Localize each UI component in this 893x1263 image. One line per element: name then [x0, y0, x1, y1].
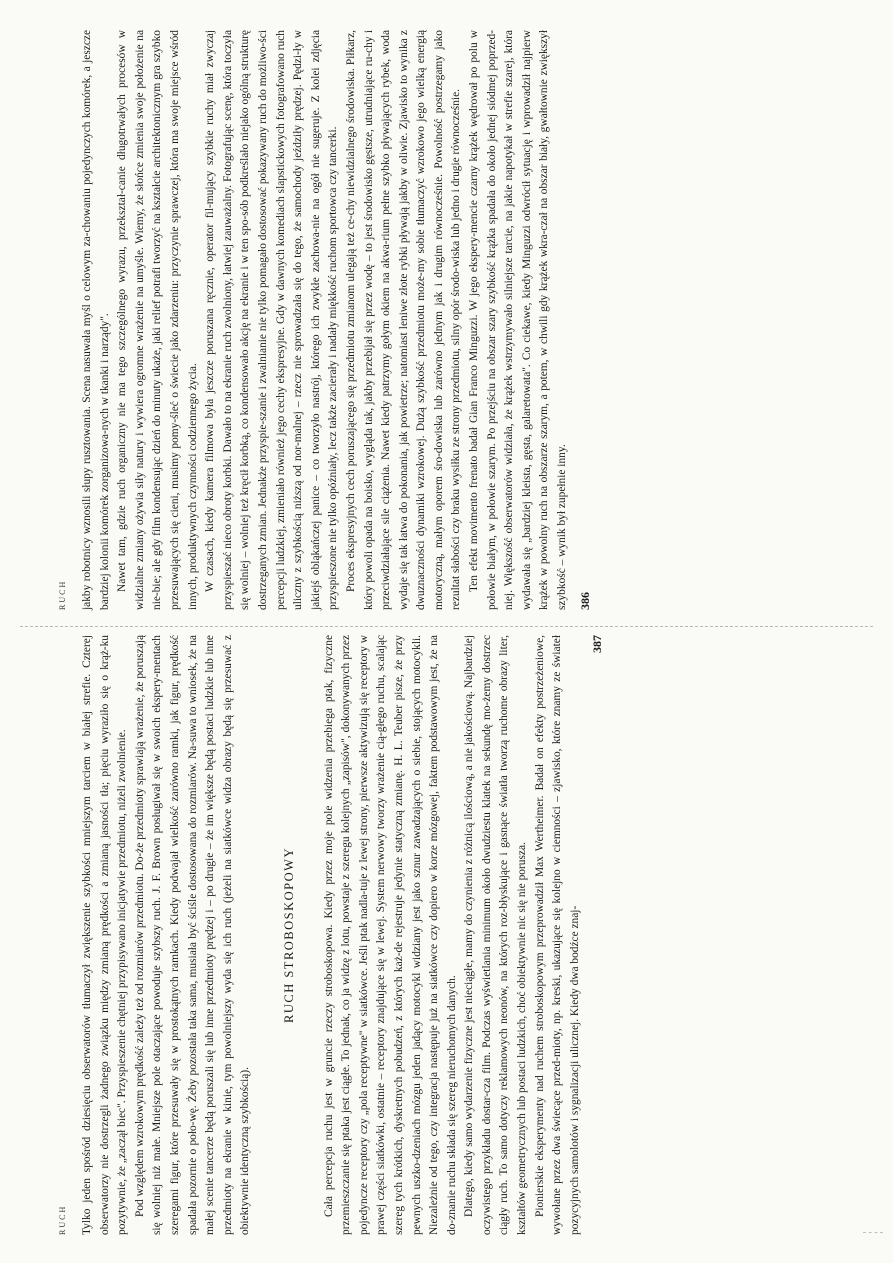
- paragraph: Cała percepcja ruchu jest w gruncie rzeczy stroboskopowa. Kiedy przez moje pole widzenia przebiega ptak, fizyczne przemieszczanie się ptaka jest ciągłe. To jednak, co ja widzę z lotu, powstaje z szeregu kolejnych „zapisów", dokonywanych przez pojedyncze receptory czy „pola receptywne" w siatkówce. Jeśli ptak nadla-tuje z lewej strony, pierwsze aktywizują się receptory w prawej części siatkówki, ostatnie – receptory znajdujące się w lewej. System nerwowy tworzy wrażenie cią-głego ruchu, scalając szereg tych krótkich, dyskretnych pobudzeń, z których każ-de rejestruje jedynie statyczną zmianę. H. L. Teuber pisze, że przy pewnych uszko-dzeniach mózgu jeden jadący motocykl widziany jest jako sznur zawadzających o siebie, stojących motocykli. Niezależnie od tego, czy integracja następuje już na siatkówce czy dopiero w korze mózgowej, faktem podstawowym jest, że na do-znanie ruchu składa się szereg nieruchomych danych.: [322, 635, 458, 1235]
- paragraph: Ten efekt movimento frenato badał Gian Franco Minguzzi. W jego ekspery-mencie czarny krążek wędrował po polu w połowie białym, w połowie szarym. Po przejściu na obszar szary szybkość krążka spadała do około jednej siódmej poprzed-niej. Większość obserwatorów widziała, że krążek wstrzymywało silniejsze tarcie, na jakie napotykał w strefie szarej, która wydawała się „bardziej kleista, gęsta, galaretowata". Co ciekawe, kiedy Minguzzi odwrócił sytuację i wprowadził najpierw krążek w powolny ruch na obszarze szarym, a potem, w chwili gdy krążek wkra-czał na obszar biały, gwałtownie zwiększył szybkość – wynik był zupełnie inny.: [468, 30, 569, 610]
- page-387-text: [79, 635, 584, 1235]
- page-387: [58, 635, 868, 1235]
- paragraph: Dlatego, kiedy samo wydarzenie fizyczne jest nieciągłe, mamy do czynienia z różnicą ilościową, a nie jakościową. Najbardziej oczywistego przykładu dostar-cza film. Podczas wyświetlania minimum około dwudziestu klatek na sekundę mo-żemy dostrzec ciągły ruch. To samo dotyczy reklamowych neonów, na których roz-błyskujące i gasnące światła tworzą ruchome obrazy liter, kształtów geometrycznych lub postaci ludzkich, choć obiektywnie nic się nie porusza.: [463, 635, 529, 1235]
- running-head-right: RUCH: [58, 1204, 67, 1235]
- page-387-header: [58, 635, 73, 1235]
- paragraph: Pod względem wzrokowym prędkość zależy też od rozmiarów przedmiotu. Do-że przedmioty sprawiają wrażenie, że poruszają się wolniej niż małe. Mniejsze pole otaczające powoduje szybszy ruch. J. F. Brown posługiwał się w swoich ekspery-mentach szeregami figur, które przesuwały się w prostokątnych ramkach. Kiedy podwajał wielkość zarówno ramki, jak figur, prędkość spadała pozornie o poło-wę. Żeby pozostała taka sama, musiała być ściśle dostosowana do rozmiarów. Na-suwa to wniosek, że na małej scenie tancerze będą poruszali się lub inne przedmioty prędzej i – po drugie – że im większe będą postaci ludzkie lub inne przedmioty na ekranie w kinie, tym powolniejszy wyda się ich ruch (jeżeli na siatkówce widza obrazy będą się przesuwać z obiektywnie identyczną szybkością).: [133, 635, 252, 1235]
- paragraph: jakby robotnicy wznosili słupy rusztowania. Scena nasuwała myśl o celowym za-chowaniu pojedynczych komórek, a jeszcze bardziej kolonii komórek zorganizowa-nych w tkanki i narządy".: [81, 30, 111, 610]
- page-386-text: [79, 30, 572, 610]
- page-number-right: 387: [590, 635, 605, 653]
- page-386-header: [58, 30, 73, 610]
- page-386: [58, 30, 868, 610]
- paragraph: Pionierskie eksperymenty nad ruchem stroboskopowym przeprowadził Max Wertheimer. Badał on efekty postrzeżeniowe, wywołane przez dwa świecące przed-mioty, np. kreski, ukazujące się kolejno w ciemności – zjawisko, które znamy ze świateł pozycyjnych samolotów i sygnalizacji ulicznej. Kiedy dwa bodźce znaj-: [533, 635, 581, 1235]
- paragraph: Proces ekspresyjnych cech poruszającego się przedmiotu zmianom ulegają też ce-chy niewidzialnego środowiska. Piłkarz, który powoli opada na boisko, wygląda tak, jakby przebijał się przez wodę – to jest środowisko gęstsze, utrudniające ru-chy i przeciwdziałające sile ciążenia. Nawet kiedy patrzymy gołym okiem na akwa-rium pełne szybko pływających rybek, woda wydaje się tak łatwa do pokonania, jak powietrze; natomiast leniwe złote rybki pływają jakby w oliwie. Zjawisko to wynika z dwuznaczności dynamiki wzrokowej. Dużą szybkość przedmiotu może-my sobie tłumaczyć wzrokowo jego wielką energią motoryczną, małym oporem śro-dowiska lub zarówno jednym jak i drugim równocześnie. Powolność postrzegamy jako rezultat słabości czy braku wysiłku ze strony przedmiotu, silny opór środo-wiska lub jedno i drugie równocześnie.: [344, 30, 463, 610]
- page-gutter: [20, 626, 873, 627]
- page-387-footer: [590, 635, 605, 1235]
- section-title: RUCH STROBOSKOPOWY: [281, 847, 296, 1023]
- paragraph: W czasach, kiedy kamera filmowa była jeszcze poruszana ręcznie, operator fil-mujący szybkie ruchy miał zwyczaj przyspieszać nieco obroty korbki. Dawało to na ekranie ruch zwolniony, łatwiej zauważalny. Fotografując scenę, która toczyła się wolniej – wolniej też kręcił korbką, co kondensowało akcję na ekranie i w ten spo-sób podkreślało niejako ogólną strukturę dostrzeganych zmian. Jednakże przyspie-szanie i zwalnianie nie tylko pomagało dostosować pokazywany ruch do możliwo-ści percepcji ludzkiej, zmieniało również jego cechy ekspresyjne. Gdy w dawnych komediach slapstickowych fotografowano ruch uliczny z szybkością niższą od nor-malnej – rzecz nie sprowadzała się do tego, że samochody jeździły prędzej. Pędzi-ły w jakiejś obląkańczej panice – co tworzyło nastrój, którego ich zwykłe zachowa-nie na ogół nie sugeruje. Z kolei zdjęcia przyspieszone nie tylko opóźniały, lecz także zacierały i nadały miękkość ruchom sportowca czy tancerki.: [204, 30, 340, 610]
- page-number-left: 386: [577, 592, 592, 610]
- page-386-footer: [578, 30, 593, 610]
- running-head-left: RUCH: [58, 579, 67, 610]
- paragraph: Nawet tam, gdzie ruch organiczny nie ma tego szczególnego wyrazu, przekształ-canie długotrwałych procesów w widzialne zmiany ożywia siły natury i wywiera ogromne wrażenie na umyśle. Wiemy, że słońce zmienia swoje położenie na nie-bie; ale gdy film kondensując dzień do minuty ukaże, jaki relief potrafi tworzyć na kształcie architektonicznym gra szybko przesuwających się cieni, musimy pomy-śleć o świecie jako zdarzeniu: przyczynie sprawczej, która ma swoje miejsce wśród innych, produktywnych czynności codziennego życia.: [116, 30, 199, 610]
- paragraph: Tylko jeden spośród dziesięciu obserwatorów tłumaczył zwiększenie szybkości mniejszym tarciem w białej strefie. Czterej obserwatorzy nie dostrzegli żadnego związku między zmianą prędkości a zmianą jasności tła; pięciu wyraziło się o krąż-ku pozytywnie, że „zaczął biec". Przyspieszenie chętniej przypisywano inicjatywie przedmiotu, niżeli zwolnienie.: [81, 635, 129, 1235]
